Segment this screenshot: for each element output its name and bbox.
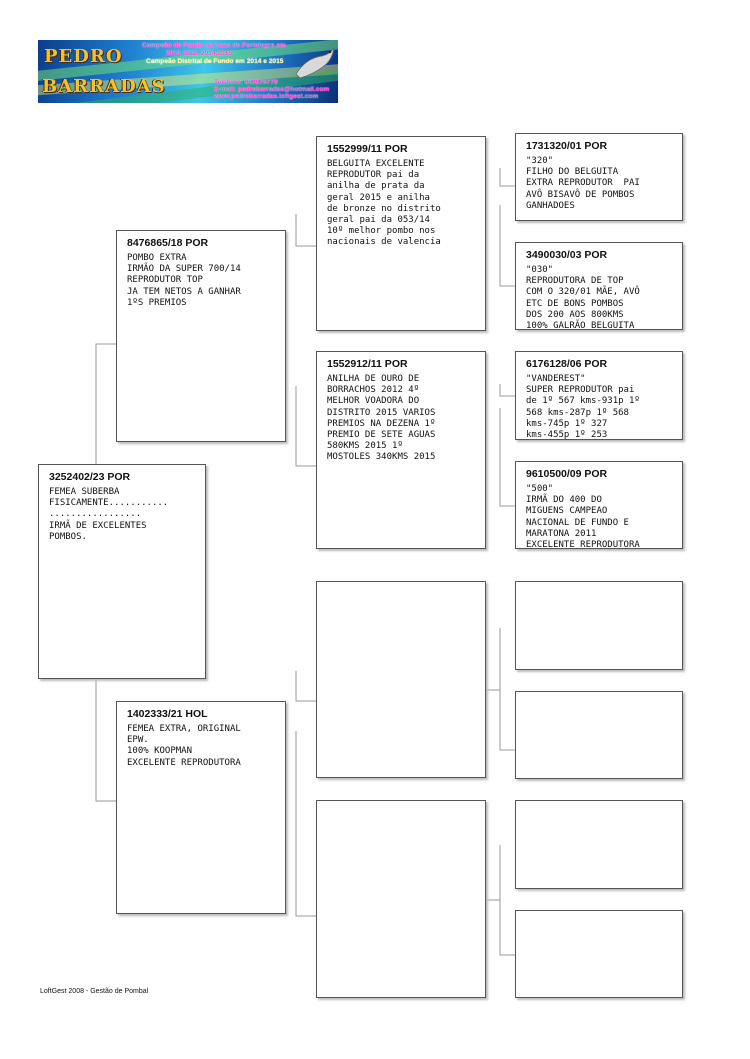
bird-description: "030" REPRODUTORA DE TOP COM O 320/01 MÃE, AVÔ ETC DE BONS POMBOS DOS 200 AOS 800KMS 100% GALRÃO BELGUITA <box>526 265 640 332</box>
ring-number: 1402333/21 HOL <box>127 708 208 720</box>
banner-phone: Telefone: 963670779 <box>214 79 278 86</box>
pedigree-card-subject <box>38 464 206 679</box>
ring-number: 3252402/23 POR <box>49 471 131 483</box>
banner-title-line: 2010,2012, 2014,2015 <box>166 50 233 57</box>
banner-email: E-mail: pedrobarradas@hotmail.com <box>214 86 330 93</box>
ring-number: 3490030/03 POR <box>526 249 608 261</box>
pedigree-card-dam-sire <box>316 581 486 778</box>
pedigree-card-sire <box>116 230 286 442</box>
bird-description: FEMEA SUBERBA FISICAMENTE........... ................. IRMÃ DE EXCELENTES POMBOS. <box>49 487 169 542</box>
pedigree-card-dam-dam <box>316 800 486 998</box>
banner-website: www.pedrobarradas.loftgest.com <box>214 93 319 100</box>
pedigree-card-dds <box>515 800 683 889</box>
bird-description: FEMEA EXTRA, ORIGINAL EPW. 100% KOOPMAN EXCELENTE REPRODUTORA <box>127 724 241 768</box>
pedigree-card-sire-sire <box>316 136 486 331</box>
banner-name-last: BARRADAS <box>42 76 166 97</box>
pedigree-card-sdd <box>515 461 683 549</box>
banner-name-first: PEDRO <box>44 46 123 67</box>
bird-description: ANILHA DE OURO DE BORRACHOS 2012 4º MELHOR VOADORA DO DISTRITO 2015 VARIOS PREMIOS NA DEZENA 1º PREMIO DE SETE AGUAS 580KMS 2015 1º MOSTOLES 340KMS 2015 <box>327 374 436 463</box>
ring-number: 9610500/09 POR <box>526 468 608 480</box>
ring-number: 6176128/06 POR <box>526 358 608 370</box>
ring-number: 1552912/11 POR <box>327 358 408 370</box>
banner-title-line: Campeão de Fundo no Asas de Portalegre em <box>142 42 286 49</box>
ring-number: 1731320/01 POR <box>526 140 608 152</box>
pedigree-card-sds <box>515 351 683 440</box>
pedigree-card-dam <box>116 701 286 914</box>
bird-description: "VANDEREST" SUPER REPRODUTOR pai de 1º 567 kms-931p 1º 568 kms-287p 1º 568 kms-745p 1º 327 kms-455p 1º 253 <box>526 374 640 441</box>
pedigree-card-sss <box>515 133 683 221</box>
bird-description: BELGUITA EXCELENTE REPRODUTOR pai da anilha de prata da geral 2015 e anilha de bronze no distrito geral pai da 053/14 10º melhor pombo nos nacionais de valencia <box>327 159 441 248</box>
pedigree-card-dsd <box>515 691 683 779</box>
ring-number: 8476865/18 POR <box>127 237 209 249</box>
footer-text: LoftGest 2008 - Gestão de Pombal <box>40 988 149 995</box>
bird-description: "320" FILHO DO BELGUITA EXTRA REPRODUTOR PAI AVÔ BISAVÔ DE POMBOS GANHADOES <box>526 156 640 211</box>
pedigree-card-dss <box>515 581 683 670</box>
pedigree-card-ddd <box>515 910 683 998</box>
ring-number: 1552999/11 POR <box>327 143 408 155</box>
bird-description: POMBO EXTRA IRMÃO DA SUPER 700/14 REPRODUTOR TOP JA TEM NETOS A GANHAR 1ºS PREMIOS <box>127 253 241 308</box>
pedigree-card-sire-dam <box>316 351 486 549</box>
pedigree-card-ssd <box>515 242 683 330</box>
banner-title-line: Campeão Distrital de Fundo em 2014 e 2015 <box>146 58 284 65</box>
bird-description: "500" IRMÃ DO 400 DO MIGUENS CAMPEAO NACIONAL DE FUNDO E MARATONA 2011 EXCELENTE REPRODUTORA <box>526 484 640 551</box>
